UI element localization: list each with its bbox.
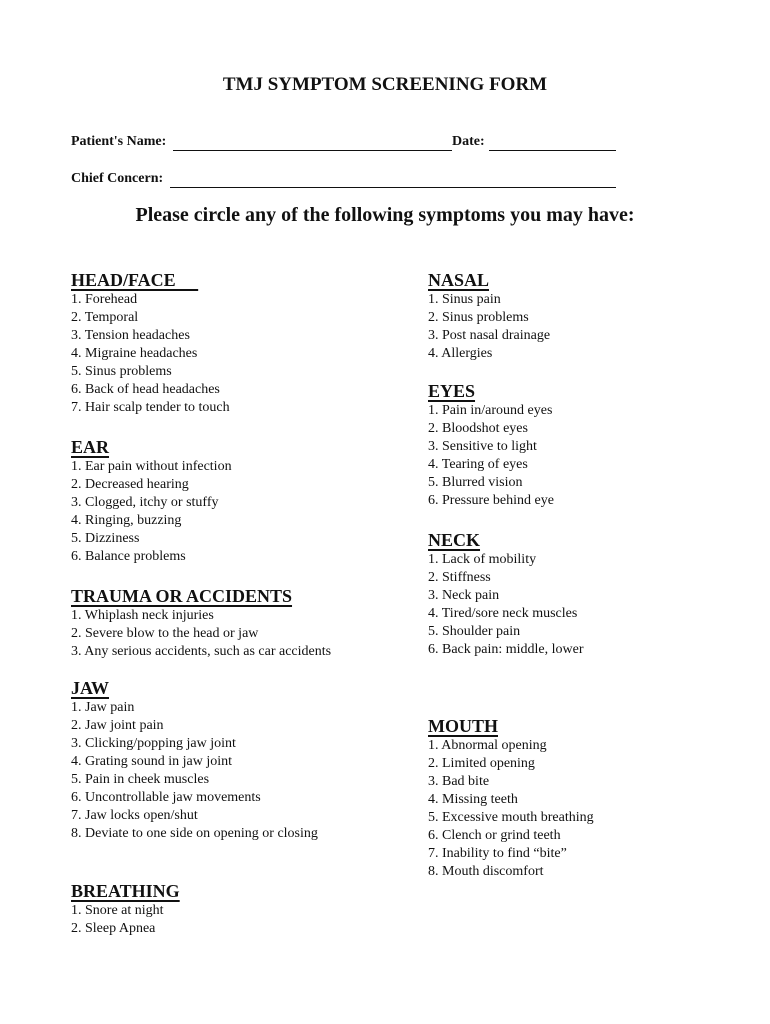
symptom-item[interactable]: 1. Whiplash neck injuries xyxy=(71,608,214,623)
symptom-item[interactable]: 2. Sleep Apnea xyxy=(71,921,156,936)
section-heading: MOUTH xyxy=(428,716,498,736)
symptom-item[interactable]: 1. Sinus pain xyxy=(428,292,501,307)
section-heading: EYES xyxy=(428,381,476,401)
symptom-item[interactable]: 3. Clicking/popping jaw joint xyxy=(71,736,236,751)
chief-concern-label: Chief Concern: xyxy=(71,171,164,186)
symptom-item[interactable]: 5. Sinus problems xyxy=(71,364,172,379)
patient-name-field[interactable] xyxy=(173,150,452,151)
symptom-item[interactable]: 4. Grating sound in jaw joint xyxy=(71,754,232,769)
symptom-item[interactable]: 3. Bad bite xyxy=(428,774,490,789)
symptom-item[interactable]: 2. Jaw joint pain xyxy=(71,718,164,733)
symptom-item[interactable]: 1. Snore at night xyxy=(71,903,164,918)
symptom-item[interactable]: 8. Deviate to one side on opening or closing xyxy=(71,826,318,841)
symptom-item[interactable]: 5. Excessive mouth breathing xyxy=(428,810,594,825)
symptom-list xyxy=(428,291,550,363)
section-trauma xyxy=(71,585,331,661)
symptom-item[interactable]: 4. Migraine headaches xyxy=(71,346,198,361)
symptom-item[interactable]: 2. Stiffness xyxy=(428,570,491,585)
symptom-list xyxy=(71,607,331,661)
form-title: TMJ SYMPTOM SCREENING FORM xyxy=(222,74,548,95)
symptom-item[interactable]: 3. Tension headaches xyxy=(71,328,190,343)
symptom-item[interactable]: 8. Mouth discomfort xyxy=(428,864,544,879)
symptom-item[interactable]: 6. Back pain: middle, lower xyxy=(428,642,584,657)
patient-name-label: Patient's Name: xyxy=(71,134,167,149)
section-heading: EAR xyxy=(71,437,110,457)
symptom-item[interactable]: 5. Pain in cheek muscles xyxy=(71,772,210,787)
symptom-item[interactable]: 6. Back of head headaches xyxy=(71,382,220,397)
symptom-item[interactable]: 5. Blurred vision xyxy=(428,475,523,490)
symptom-list xyxy=(71,458,232,566)
symptom-list xyxy=(71,699,318,843)
section-breathing xyxy=(71,880,180,938)
section-nasal xyxy=(428,269,550,363)
symptom-list xyxy=(428,551,584,659)
symptom-item[interactable]: 1. Abnormal opening xyxy=(428,738,547,753)
section-heading: HEAD/FACE xyxy=(71,270,199,290)
section-heading: JAW xyxy=(71,678,110,698)
symptom-item[interactable]: 4. Tearing of eyes xyxy=(428,457,528,472)
instructions-text: Please circle any of the following symptoms you may have: xyxy=(135,204,635,226)
symptom-item[interactable]: 3. Any serious accidents, such as car accidents xyxy=(71,644,332,659)
symptom-item[interactable]: 1. Pain in/around eyes xyxy=(428,403,553,418)
symptom-list xyxy=(428,402,554,510)
symptom-list xyxy=(71,902,180,938)
symptom-item[interactable]: 2. Limited opening xyxy=(428,756,535,771)
section-ear xyxy=(71,436,232,566)
symptom-item[interactable]: 6. Uncontrollable jaw movements xyxy=(71,790,261,805)
symptom-item[interactable]: 5. Dizziness xyxy=(71,531,140,546)
symptom-item[interactable]: 7. Hair scalp tender to touch xyxy=(71,400,230,415)
symptom-item[interactable]: 3. Clogged, itchy or stuffy xyxy=(71,495,219,510)
section-head-face xyxy=(71,269,230,417)
section-heading: NECK xyxy=(428,530,481,550)
symptom-item[interactable]: 1. Jaw pain xyxy=(71,700,135,715)
section-eyes xyxy=(428,380,554,510)
symptom-item[interactable]: 1. Forehead xyxy=(71,292,138,307)
symptom-item[interactable]: 6. Clench or grind teeth xyxy=(428,828,561,843)
symptom-item[interactable]: 2. Severe blow to the head or jaw xyxy=(71,626,259,641)
section-heading: TRAUMA OR ACCIDENTS xyxy=(71,586,293,606)
symptom-item[interactable]: 2. Bloodshot eyes xyxy=(428,421,528,436)
symptom-list xyxy=(428,737,594,881)
symptom-item[interactable]: 3. Neck pain xyxy=(428,588,500,603)
symptom-item[interactable]: 1. Ear pain without infection xyxy=(71,459,232,474)
symptom-item[interactable]: 3. Sensitive to light xyxy=(428,439,537,454)
symptom-item[interactable]: 1. Lack of mobility xyxy=(428,552,537,567)
symptom-item[interactable]: 6. Pressure behind eye xyxy=(428,493,554,508)
symptom-item[interactable]: 7. Inability to find “bite” xyxy=(428,846,567,861)
section-jaw xyxy=(71,677,318,843)
symptom-item[interactable]: 2. Temporal xyxy=(71,310,139,325)
symptom-item[interactable]: 2. Sinus problems xyxy=(428,310,529,325)
symptom-item[interactable]: 4. Missing teeth xyxy=(428,792,518,807)
section-heading: BREATHING xyxy=(71,881,180,901)
section-heading: NASAL xyxy=(428,270,490,290)
symptom-item[interactable]: 4. Tired/sore neck muscles xyxy=(428,606,578,621)
symptom-item[interactable]: 6. Balance problems xyxy=(71,549,186,564)
symptom-item[interactable]: 5. Shoulder pain xyxy=(428,624,521,639)
section-mouth xyxy=(428,715,594,881)
symptom-item[interactable]: 2. Decreased hearing xyxy=(71,477,189,492)
chief-concern-field[interactable] xyxy=(170,187,616,188)
symptom-item[interactable]: 7. Jaw locks open/shut xyxy=(71,808,198,823)
section-neck xyxy=(428,529,584,659)
symptom-list xyxy=(71,291,230,417)
date-field[interactable] xyxy=(489,150,616,151)
symptom-item[interactable]: 4. Ringing, buzzing xyxy=(71,513,182,528)
date-label: Date: xyxy=(452,134,485,149)
symptom-item[interactable]: 3. Post nasal drainage xyxy=(428,328,551,343)
symptom-item[interactable]: 4. Allergies xyxy=(428,346,493,361)
